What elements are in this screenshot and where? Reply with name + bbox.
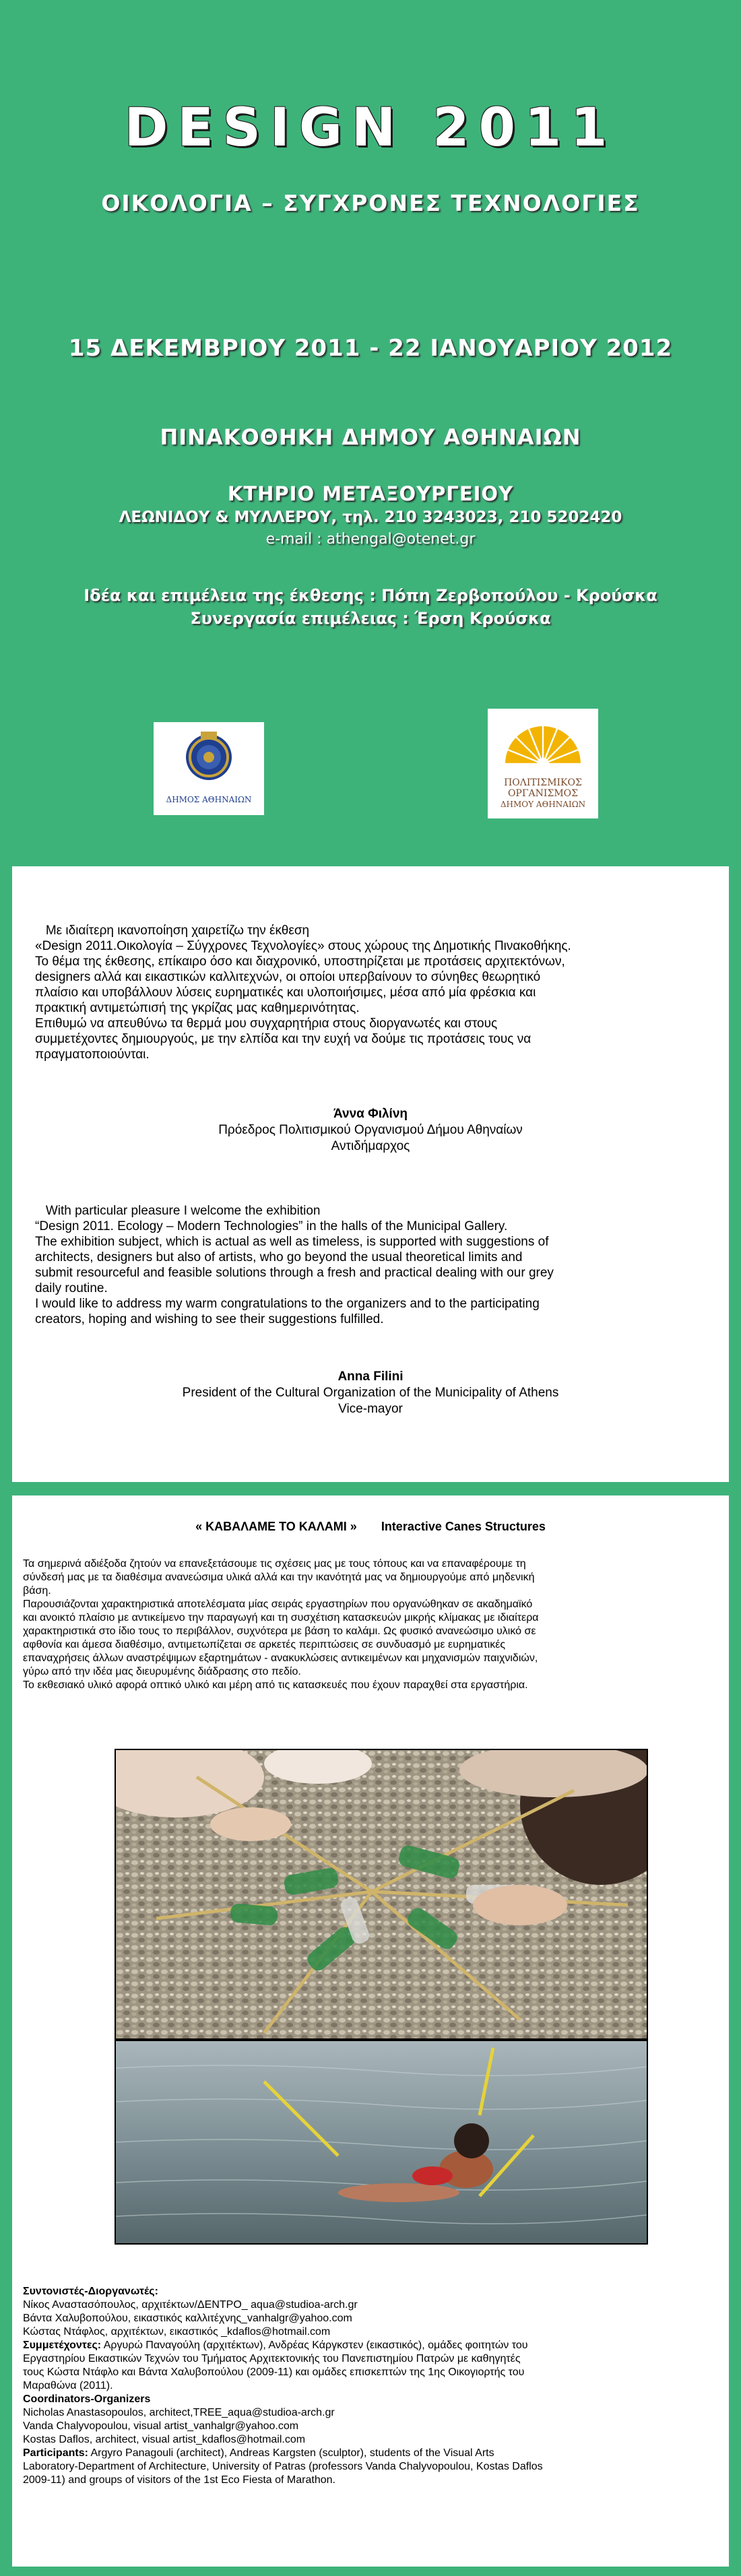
credits-line: Vanda Chalyvopoulou, visual artist_vanhalgr@yahoo.com bbox=[23, 2420, 299, 2432]
description-line: αφθονία και άμεσα διαθέσιμο, αντιμετωπίζεται σε αρκετές περιπτώσεις σε συνδυασμό με ευρηματικές bbox=[23, 1639, 506, 1650]
cultural-organization-logo-text: ΠΟΛΙΤΙΣΜΙΚΟΣ ΟΡΓΑΝΙΣΜΟΣ ΔΗΜΟΥ ΑΘΗΝΑΙΩΝ bbox=[500, 777, 586, 809]
greeting-english-line: daily routine. bbox=[35, 1281, 108, 1295]
credits-heading-english: Coordinators-Organizers bbox=[23, 2393, 151, 2405]
greeting-english-line: The exhibition subject, which is actual as well as timeless, is supported with suggestions of bbox=[35, 1235, 549, 1249]
exhibition-subtitle: ΟΙΚΟΛΟΓΙΑ – ΣΥΓΧΡΟΝΕΣ ΤΕΧΝΟΛΟΓΙΕΣ bbox=[101, 190, 640, 216]
workshop-photo-sea bbox=[115, 2040, 648, 2245]
credits-line: Laboratory-Department of Architecture, University of Patras (professors Vanda Chalyvopoulou, Kostas Daflos bbox=[23, 2461, 543, 2472]
workshop-photo-pebbles bbox=[115, 1749, 648, 2040]
description-line: Τα σημερινά αδιέξοδα ζητούν να επανεξετάσουμε τις σχέσεις μας με τους τόπους και να επαναφέρουμε τη bbox=[23, 1558, 526, 1570]
credits-line: Nicholas Anastasopoulos, architect,TREE_aqua@studioa-arch.gr bbox=[23, 2407, 335, 2418]
greeting-greek-line: συμμετέχοντες δημιουργούς, με την ελπίδα και την ευχή να δούμε τις προτάσεις τους να bbox=[35, 1032, 531, 1046]
signature-role: President of the Cultural Organization of the Municipality of Athens bbox=[182, 1386, 559, 1400]
credits-line: Συμμετέχοντες: Αργυρώ Παναγούλη (αρχιτέκτων), Ανδρέας Κάργκστεν (εικαστικός), ομάδες φοιτητών του bbox=[23, 2340, 528, 2351]
greeting-english-text bbox=[35, 1203, 715, 1327]
cultural-organization-logo bbox=[488, 709, 598, 818]
project-credits bbox=[23, 2285, 723, 2487]
signature-name: Άννα Φιλίνη bbox=[333, 1107, 408, 1121]
signature-role: Πρόεδρος Πολιτισμικού Οργανισμού Δήμου Αθηναίων bbox=[218, 1123, 523, 1137]
poster-header bbox=[0, 0, 741, 862]
credits-line: Βάντα Χαλυβοπούλου, εικαστικός καλλιτέχνης_vanhalgr@yahoo.com bbox=[23, 2313, 352, 2324]
greeting-greek-line: πραγματοποιούνται. bbox=[35, 1048, 150, 1062]
venue-address: ΛΕΩΝΙΔΟΥ & ΜΥΛΛΕΡΟΥ, τηλ. 210 3243023, 210 5202420 bbox=[119, 509, 622, 526]
greeting-english-line: With particular pleasure I welcome the exhibition bbox=[35, 1204, 321, 1218]
greeting-greek-line: Επιθυμώ να απευθύνω τα θερμά μου συγχαρητήρια στους διοργανωτές και στους bbox=[35, 1017, 498, 1031]
greeting-english-line: submit resourceful and feasible solutions through a fresh and practical dealing with our grey bbox=[35, 1266, 554, 1280]
greeting-greek-line: designers αλλά και εικαστικών καλλιτεχνών, οι οποίοι υπερβαίνουν το σύνηθες θεωρητικό bbox=[35, 970, 541, 984]
greeting-greek-line: «Design 2011.Οικολογία – Σύγχρονες Τεχνολογίες» στους χώρους της Δημοτικής Πινακοθήκης. bbox=[35, 939, 571, 953]
exhibition-dates: 15 ΔΕΚΕΜΒΡΙΟΥ 2011 - 22 ΙΑΝΟΥΑΡΙΟΥ 2012 bbox=[68, 335, 673, 362]
credits-line: 2009-11) and groups of visitors of the 1st Eco Fiesta of Marathon. bbox=[23, 2474, 335, 2486]
greeting-english-line: architects, designers but also of artists, who go beyond the usual theoretical limits and bbox=[35, 1250, 523, 1264]
greeting-english-line: I would like to address my warm congratulations to the organizers and to the participating bbox=[35, 1297, 540, 1311]
municipality-logo bbox=[154, 722, 264, 815]
greeting-greek-line: Το θέμα της έκθεσης, επίκαιρο όσο και διαχρονικό, υποστηρίζεται με προτάσεις αρχιτεκτόνων, bbox=[35, 955, 565, 969]
signature-name: Anna Filini bbox=[337, 1370, 404, 1384]
credits-line: Εργαστηρίου Εικαστικών Τεχνών του Τμήματος Αρχιτεκτονικής του Πανεπιστημίου Πατρών με καθηγητές bbox=[23, 2353, 521, 2364]
description-line: γύρω από την ιδέα μας διευρυμένης διάδρασης στο πεδίο. bbox=[23, 1666, 301, 1677]
venue-name: ΠΙΝΑΚΟΘΗΚΗ ΔΗΜΟΥ ΑΘΗΝΑΙΩΝ bbox=[160, 424, 581, 450]
credits-line: Participants: Argyro Panagouli (architect), Andreas Kargsten (sculptor), students of the Visual Arts bbox=[23, 2447, 494, 2459]
cocuration-credit: Συνεργασία επιμέλειας : Έρση Κρούσκα bbox=[190, 609, 551, 628]
exhibition-title: DESIGN 2011 bbox=[124, 98, 617, 158]
credits-line: Μαραθώνα (2011). bbox=[23, 2380, 113, 2391]
workshop-photo-sea-image bbox=[116, 2041, 647, 2243]
greeting-english-line: creators, hoping and wishing to see their suggestions fulfilled. bbox=[35, 1312, 384, 1326]
project-panel bbox=[12, 1495, 729, 2567]
greeting-greek-signature bbox=[12, 1106, 729, 1155]
credits-line: Kostas Daflos, architect, visual artist_kdaflos@hotmail.com bbox=[23, 2434, 306, 2445]
signature-role: Αντιδήμαρχος bbox=[331, 1139, 410, 1153]
description-line: σύνδεσή μας με τα διαθέσιμα ανανεώσιμα υλικά αλλά και την ικανότητά μας να δημιουργούμε από μηδενική bbox=[23, 1572, 535, 1583]
greeting-english-signature bbox=[12, 1369, 729, 1417]
municipality-logo-text: ΔΗΜΟΣ ΑΘΗΝΑΙΩΝ bbox=[166, 795, 252, 804]
project-heading-greek: « ΚΑΒΑΛΑΜΕ ΤΟ ΚΑΛΑΜΙ » bbox=[195, 1520, 357, 1533]
greeting-greek-line: Με ιδιαίτερη ικανοποίηση χαιρετίζω την έκθεση bbox=[35, 924, 310, 938]
description-line: επαναχρήσεις άλλων αναστρέψιμων εξαρτημάτων - ανακυκλώσεις αντικειμένων και μηχανισμών παιχνιδιών, bbox=[23, 1652, 538, 1664]
credits-line: τους Κώστα Ντάφλο και Βάντα Χαλυβοπούλου (2009-11) και ομάδες επισκεπτών της 1ης Οικογιορτής του bbox=[23, 2366, 525, 2378]
greeting-english-line: “Design 2011. Ecology – Modern Technologies” in the halls of the Municipal Gallery. bbox=[35, 1219, 508, 1233]
project-heading-english: Interactive Canes Structures bbox=[381, 1520, 546, 1533]
credits-line: Νίκος Αναστασόπουλος, αρχιτέκτων/ΔΕΝΤΡΟ_ aqua@studioa-arch.gr bbox=[23, 2299, 358, 2311]
description-line: χαρακτηριστικά στο ίδιο τους το περιβάλλον, συχνότερα με βάση το καλάμι. Ως φυσικό ανανεώσιμο υλικό σε bbox=[23, 1625, 536, 1637]
greeting-greek-text bbox=[35, 923, 715, 1062]
description-line: βάση. bbox=[23, 1585, 51, 1597]
credits-line: Κώστας Ντάφλος, αρχιτέκτων, εικαστικός _kdaflos@hotmail.com bbox=[23, 2326, 331, 2338]
greeting-greek-line: πλαίσιο και υποβάλλουν λύσεις ευρηματικές και υλοποιήσιμες, μέσα από μία φρέσκια και bbox=[35, 986, 536, 1000]
signature-role: Vice-mayor bbox=[338, 1402, 403, 1416]
description-line: και ανοικτό πλαίσιο με αντικείμενο την παραγωγή και τη συσχέτιση κατασκευών μικρής κλίμακας με ιδιαίτερα bbox=[23, 1612, 539, 1623]
workshop-photo-pebbles-image bbox=[116, 1750, 647, 2038]
project-description bbox=[23, 1557, 723, 1692]
greeting-greek-line: πρακτική αντιμετώπισή της γκρίζας μας καθημερινότητας. bbox=[35, 1001, 360, 1015]
description-line: Το εκθεσιακό υλικό αφορά οπτικό υλικό και μέρη από τις κατασκευές που έχουν παραχθεί στα εργαστήρια. bbox=[23, 1679, 528, 1691]
venue-email[interactable]: e-mail : athengal@otenet.gr bbox=[265, 531, 476, 548]
sunburst-icon bbox=[488, 709, 598, 776]
description-line: Παρουσιάζονται χαρακτηριστικά αποτελέσματα μίας σειράς εργαστηρίων που οργανώθηκαν σε ακαδημαϊκό bbox=[23, 1599, 533, 1610]
credits-heading-greek: Συντονιστές-Διοργανωτές: bbox=[23, 2286, 158, 2297]
building-name: ΚΤΗΡΙΟ ΜΕΤΑΞΟΥΡΓΕΙΟΥ bbox=[227, 482, 514, 505]
greeting-panel bbox=[12, 866, 729, 1482]
curation-credit: Ιδέα και επιμέλεια της έκθεσης : Πόπη Ζερβοπούλου - Κρούσκα bbox=[84, 586, 657, 605]
project-heading bbox=[12, 1520, 729, 1534]
